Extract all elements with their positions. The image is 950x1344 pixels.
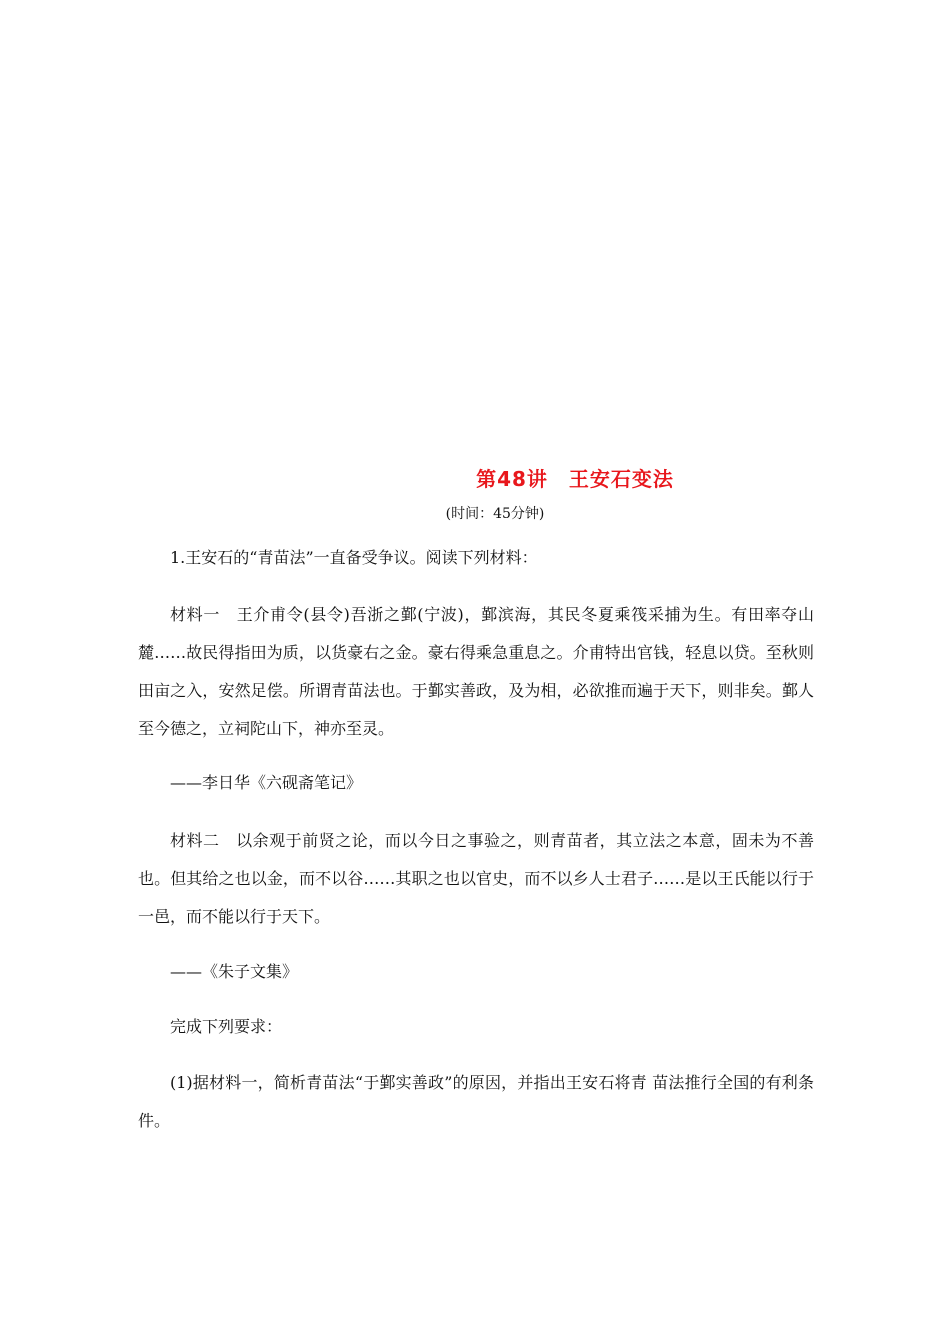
question-stem: 1.王安石的“青苗法”一直备受争议。阅读下列材料： [170, 548, 538, 567]
material-one-source: ——李日华《六砚斋笔记》 [170, 773, 363, 792]
requirement-heading: 完成下列要求： [170, 1017, 283, 1036]
material-one: 材料一 王介甫令(县令)吾浙之鄞(宁波)，鄞滨海，其民冬夏乘筏采捕为生。有田率夺山麓……故民得指田为质，以货豪右之金。豪右得乘急重息之。介甫特出官钱，轻息以贷。至秋则田亩之入，安然足偿。所谓青苗法也。于鄞实善政，及为相，必欲推而遍于天下，则非矣。鄞人至今德之，立祠陀山下，神亦至灵。 [138, 605, 814, 738]
lecture-title: 第48讲 王安石变法 [476, 467, 674, 491]
material-two: 材料二 以余观于前贤之论，而以今日之事验之，则青苗者，其立法之本意，固未为不善也。但其给之也以金，而不以谷……其职之也以官史，而不以乡人士君子……是以王氏能以行于一邑，而不能以行于天下。 [138, 831, 814, 926]
sub-question-1: (1)据材料一，简析青苗法“于鄞实善政”的原因，并指出王安石将青 苗法推行全国的有利条件。 [138, 1073, 814, 1130]
time-limit: (时间：45分钟) [445, 506, 545, 522]
material-two-source: ——《朱子文集》 [170, 962, 299, 981]
